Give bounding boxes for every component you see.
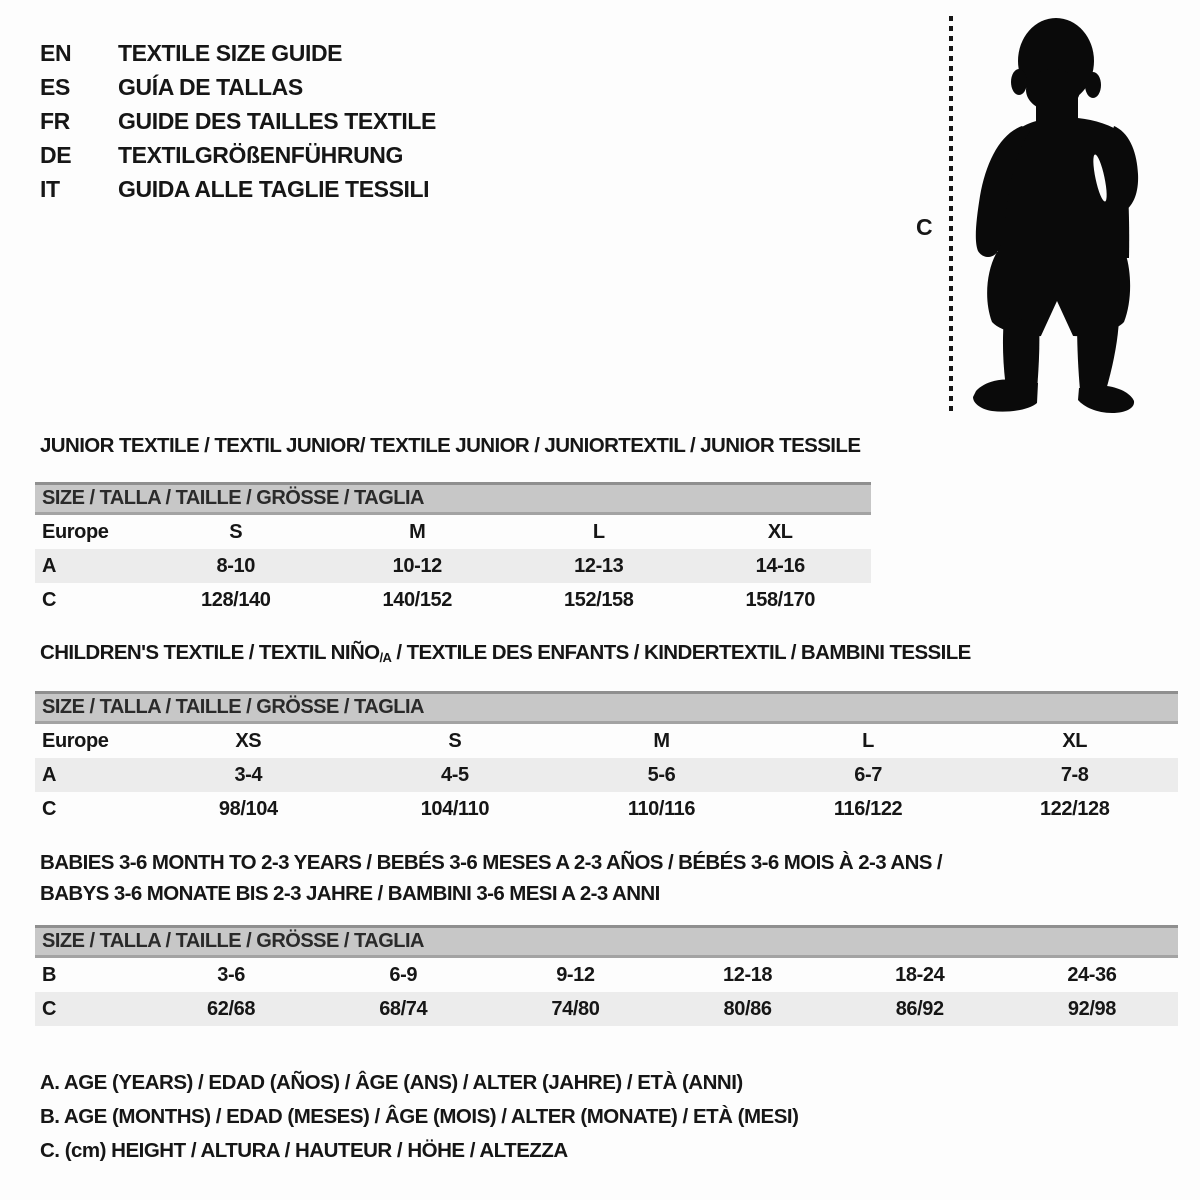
table-cell: 104/110 — [420, 797, 490, 820]
legend-line-a: A. AGE (YEARS) / EDAD (AÑOS) / ÂGE (ANS) / ALTER (JAHRE) / ETÀ (ANNI) — [40, 1071, 743, 1094]
table-cell: 86/92 — [895, 997, 944, 1020]
language-title: GUÍA DE TALLAS — [118, 73, 303, 100]
table-cell: S — [448, 729, 462, 752]
table-cell: 122/128 — [1039, 797, 1110, 820]
babies-size-table — [35, 925, 1178, 1026]
row-label: C — [42, 588, 57, 611]
table-cell: 24-36 — [1067, 963, 1117, 986]
language-row — [40, 104, 436, 138]
language-code: FR — [40, 107, 70, 134]
children-size-table — [35, 691, 1178, 826]
table-row — [35, 958, 1178, 992]
table-cell: 9-12 — [556, 963, 595, 986]
row-label: A — [42, 763, 57, 786]
row-label: C — [42, 997, 57, 1020]
children-heading-subscript: /A — [379, 650, 392, 665]
row-label: Europe — [42, 520, 109, 543]
babies-section-heading — [40, 847, 1020, 909]
table-cell: 110/116 — [627, 797, 696, 820]
table-cell: 7-8 — [1060, 763, 1089, 786]
table-cell: 12-18 — [723, 963, 773, 986]
table-body — [35, 958, 1178, 1026]
children-heading-text: CHILDREN'S TEXTILE / TEXTIL NIÑO — [40, 641, 380, 664]
table-cell: 140/152 — [382, 588, 452, 611]
language-code: DE — [40, 141, 72, 168]
table-cell: 116/122 — [833, 797, 903, 820]
table-cell: 14-16 — [755, 554, 805, 577]
table-body — [35, 724, 1178, 826]
table-cell: 18-24 — [895, 963, 945, 986]
table-row — [35, 992, 1178, 1026]
legend-line-c: C. (cm) HEIGHT / ALTURA / HAUTEUR / HÖHE / ALTEZZA — [40, 1139, 568, 1162]
language-title: TEXTILGRÖßENFÜHRUNG — [118, 141, 403, 168]
table-body — [35, 515, 871, 617]
table-cell: M — [653, 729, 670, 752]
language-code: IT — [40, 175, 60, 202]
language-row — [40, 138, 436, 172]
table-cell: 5-6 — [647, 763, 676, 786]
table-cell: S — [229, 520, 243, 543]
table-cell: 6-9 — [389, 963, 418, 986]
table-cell: 12-13 — [574, 554, 624, 577]
height-label-c: C — [916, 214, 933, 240]
table-cell: 3-4 — [234, 763, 263, 786]
table-cell: 74/80 — [551, 997, 600, 1020]
legend — [40, 1066, 798, 1168]
table-cell: 68/74 — [379, 997, 428, 1020]
table-cell: 152/158 — [564, 588, 634, 611]
table-cell: 62/68 — [207, 997, 256, 1020]
language-code: ES — [40, 73, 70, 100]
babies-heading-line1: BABIES 3-6 MONTH TO 2-3 YEARS / BEBÉS 3-6 MESES A 2-3 AÑOS / BÉBÉS 3-6 MOIS À 2-3 ANS / — [40, 851, 943, 874]
table-row — [35, 515, 871, 549]
table-cell: M — [409, 520, 426, 543]
table-cell: XL — [767, 520, 793, 543]
children-heading-text: / TEXTILE DES ENFANTS / KINDERTEXTIL / BAMBINI TESSILE — [391, 641, 971, 664]
table-cell: 158/170 — [745, 588, 815, 611]
row-label: C — [42, 797, 57, 820]
row-label: B — [42, 963, 57, 986]
row-label: Europe — [42, 729, 109, 752]
language-title: GUIDA ALLE TAGLIE TESSILI — [118, 175, 430, 202]
table-cell: XS — [235, 729, 262, 752]
table-cell: 98/104 — [218, 797, 278, 820]
height-figure — [890, 0, 1200, 430]
table-cell: 3-6 — [217, 963, 245, 986]
table-cell: 80/86 — [723, 997, 772, 1020]
toddler-silhouette-icon — [890, 0, 1200, 430]
language-list — [40, 36, 436, 206]
table-cell: 6-7 — [854, 763, 882, 786]
table-cell: 10-12 — [392, 554, 442, 577]
table-cell: L — [592, 520, 605, 543]
language-title: GUIDE DES TAILLES TEXTILE — [118, 107, 436, 134]
legend-line-b: B. AGE (MONTHS) / EDAD (MESES) / ÂGE (MOIS) / ALTER (MONATE) / ETÀ (MESI) — [40, 1105, 799, 1128]
table-row — [35, 792, 1178, 826]
language-code: EN — [40, 39, 72, 66]
table-header: SIZE / TALLA / TAILLE / GRÖSSE / TAGLIA — [35, 482, 871, 515]
language-row — [40, 172, 436, 206]
table-header: SIZE / TALLA / TAILLE / GRÖSSE / TAGLIA — [35, 925, 1178, 958]
language-row — [40, 36, 436, 70]
table-header: SIZE / TALLA / TAILLE / GRÖSSE / TAGLIA — [35, 691, 1178, 724]
row-label: A — [42, 554, 57, 577]
table-cell: XL — [1062, 729, 1088, 752]
table-cell: 92/98 — [1067, 997, 1116, 1020]
table-row — [35, 724, 1178, 758]
table-row — [35, 549, 871, 583]
table-row — [35, 758, 1178, 792]
children-section-heading — [40, 641, 971, 665]
table-cell: 8-10 — [216, 554, 255, 577]
language-row — [40, 70, 436, 104]
table-row — [35, 583, 871, 617]
babies-heading-line2: BABYS 3-6 MONATE BIS 2-3 JAHRE / BAMBINI 3-6 MESI A 2-3 ANNI — [40, 882, 660, 905]
language-title: TEXTILE SIZE GUIDE — [118, 39, 343, 66]
junior-section-heading: JUNIOR TEXTILE / TEXTIL JUNIOR/ TEXTILE JUNIOR / JUNIORTEXTIL / JUNIOR TESSILE — [40, 434, 861, 457]
junior-size-table — [35, 482, 871, 617]
table-cell: L — [862, 729, 874, 752]
table-cell: 4-5 — [441, 763, 469, 786]
table-cell: 128/140 — [201, 588, 271, 611]
